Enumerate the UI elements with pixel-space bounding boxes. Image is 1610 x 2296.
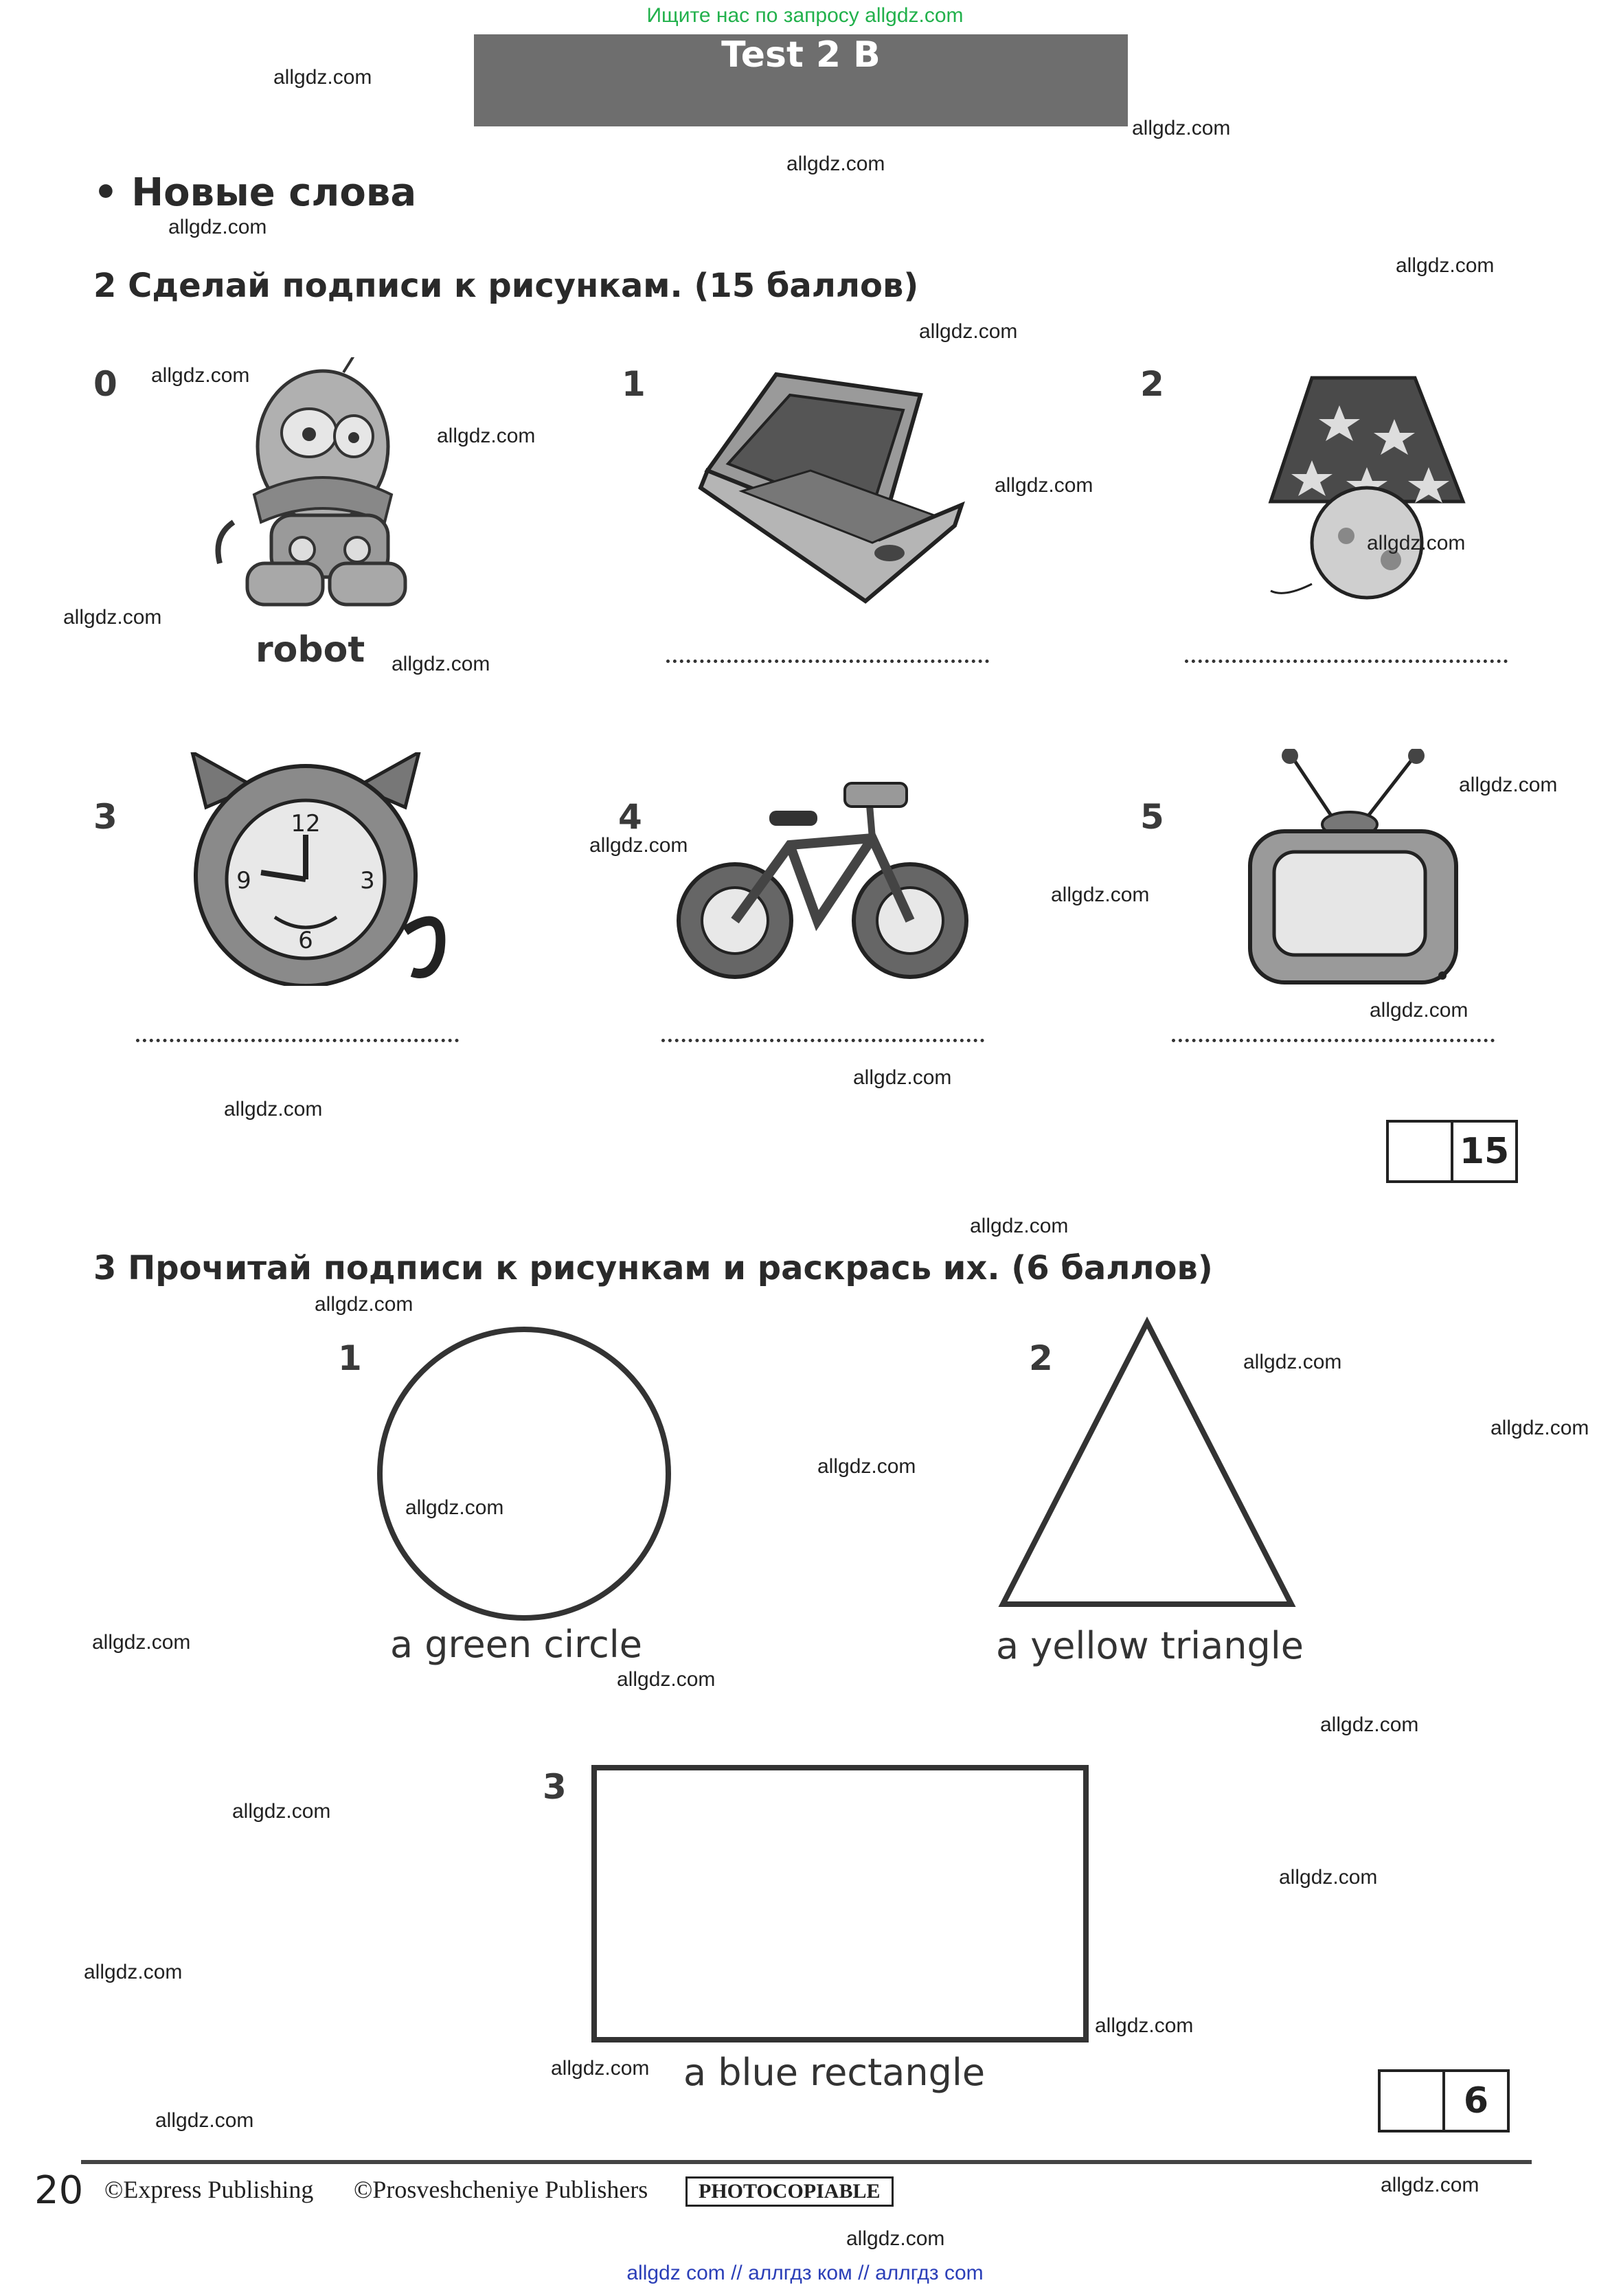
bicycle-icon	[673, 769, 975, 982]
item-number: 0	[93, 364, 117, 404]
watermark: allgdz.com	[617, 1668, 716, 1691]
watermark: allgdz.com	[155, 2109, 254, 2132]
circle-icon[interactable]	[370, 1319, 679, 1628]
watermark: allgdz.com	[1396, 254, 1495, 277]
item-number: 1	[338, 1338, 362, 1378]
score-max: 15	[1459, 1131, 1510, 1172]
photocopiable-label: PHOTOCOPIABLE	[685, 2176, 894, 2207]
answer-line	[661, 1039, 984, 1042]
watermark: allgdz.com	[1243, 1351, 1342, 1373]
watermark: allgdz.com	[232, 1800, 331, 1823]
copyright-prosveshcheniye: ©Prosveshcheniye Publishers	[354, 2176, 648, 2203]
answer-line	[136, 1039, 459, 1042]
score-box	[1386, 1120, 1518, 1183]
watermark: allgdz.com	[919, 320, 1018, 343]
svg-text:9: 9	[236, 867, 251, 894]
answer-line	[1185, 660, 1508, 663]
score-max: 6	[1463, 2080, 1489, 2121]
watermark: allgdz.com	[1367, 532, 1466, 554]
watermark: allgdz.com	[589, 834, 688, 857]
item-number: 3	[543, 1767, 567, 1807]
cat-clock-icon	[165, 752, 453, 986]
watermark: allgdz.com	[1459, 774, 1558, 796]
svg-text:12: 12	[291, 810, 321, 837]
watermark: allgdz.com	[551, 2057, 650, 2080]
item-number: 2	[1140, 364, 1164, 404]
watermark: allgdz.com	[84, 1961, 183, 1983]
watermark: allgdz.com	[92, 1631, 191, 1654]
watermark: allgdz.com	[1279, 1866, 1378, 1889]
bullet: •	[93, 170, 118, 215]
watermark: allgdz.com	[1381, 2174, 1479, 2196]
watermark: allgdz.com	[970, 1215, 1069, 1237]
watermark: allgdz.com	[1490, 1417, 1589, 1439]
item-number: 1	[622, 364, 646, 404]
watermark: allgdz.com	[273, 66, 372, 89]
item-number: 4	[618, 797, 642, 837]
watermark: allgdz.com	[437, 425, 536, 447]
watermark: allgdz.com	[786, 153, 885, 175]
watermark: allgdz.com	[151, 364, 250, 387]
score-box	[1378, 2069, 1510, 2132]
watermark: allgdz.com	[405, 1496, 504, 1519]
watermark: allgdz.com	[1132, 117, 1231, 139]
shape-caption: a yellow triangle	[996, 1624, 1304, 1667]
score-empty-cell[interactable]	[1381, 2072, 1445, 2130]
watermark: allgdz.com	[392, 653, 490, 675]
rectangle-icon[interactable]	[591, 1764, 1092, 2046]
watermark: allgdz.com	[1095, 2014, 1194, 2037]
lamp-icon	[1257, 364, 1477, 611]
robot-icon	[206, 357, 426, 618]
top-banner: Ищите нас по запросу allgdz.com	[646, 4, 964, 27]
section-title-text: Новые слова	[131, 170, 417, 215]
watermark: allgdz.com	[63, 606, 162, 629]
watermark: allgdz.com	[1051, 883, 1150, 906]
watermark: allgdz.com	[995, 474, 1093, 497]
test-header: Test 2 B	[474, 34, 1128, 126]
watermark: allgdz.com	[224, 1098, 323, 1121]
section-title	[93, 170, 416, 215]
answer-line	[666, 660, 989, 663]
shape-caption: a blue rectangle	[683, 2051, 986, 2094]
score-empty-cell[interactable]	[1389, 1123, 1453, 1180]
task3-title: 3 Прочитай подписи к рисункам и раскрась их. (6 баллов)	[93, 1249, 1213, 1287]
laptop-icon	[694, 368, 968, 615]
example-answer: robot	[256, 629, 365, 671]
bottom-banner: allgdz com // аллгдз ком // аллгдз com	[626, 2262, 984, 2284]
watermark: allgdz.com	[853, 1066, 952, 1089]
watermark: allgdz.com	[1320, 1713, 1419, 1736]
page-number: 20	[34, 2168, 84, 2213]
watermark: allgdz.com	[1370, 999, 1469, 1022]
copyright-express: ©Express Publishing	[104, 2176, 314, 2203]
answer-line	[1172, 1039, 1495, 1042]
watermark: allgdz.com	[315, 1293, 413, 1316]
watermark: allgdz.com	[846, 2227, 945, 2250]
item-number: 3	[93, 797, 117, 837]
svg-text:6: 6	[298, 927, 313, 954]
item-number: 2	[1029, 1338, 1053, 1378]
task2-title: 2 Сделай подписи к рисункам. (15 баллов)	[93, 267, 919, 305]
item-number: 5	[1140, 797, 1164, 837]
svg-text:3: 3	[360, 867, 375, 894]
shape-caption: a green circle	[390, 1623, 643, 1666]
watermark: allgdz.com	[168, 216, 267, 238]
watermark: allgdz.com	[817, 1455, 916, 1478]
tv-icon	[1236, 749, 1470, 996]
footer-divider	[81, 2160, 1532, 2164]
